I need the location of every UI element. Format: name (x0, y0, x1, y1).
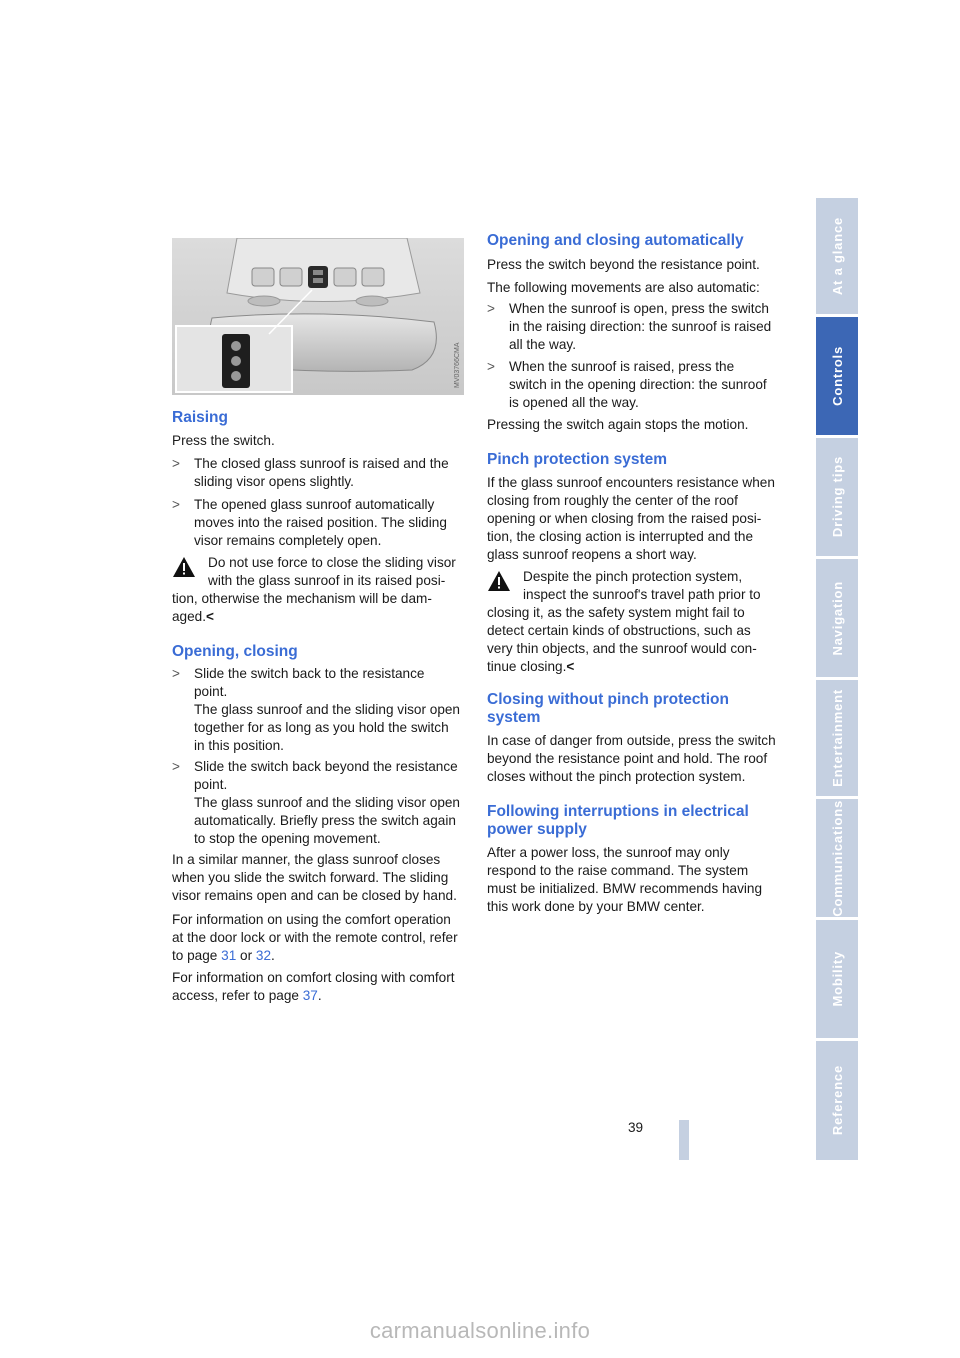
raising-intro: Press the switch. (172, 433, 275, 448)
text-line: The glass sunroof and the sliding visor open (194, 702, 460, 717)
heading-line: Closing without pinch protection (487, 691, 729, 708)
text-line: access, refer to page (172, 988, 303, 1003)
text-line: at the door lock or with the remote control, refer (172, 930, 458, 945)
bullet-mark: > (172, 759, 180, 774)
text-line: Slide the switch back beyond the resistance (194, 759, 458, 774)
bullet-mark: > (487, 301, 495, 316)
bullet-mark: > (487, 359, 495, 374)
auto-heading: Opening and closing automatically (487, 232, 744, 249)
pinch-heading: Pinch protection system (487, 451, 668, 468)
tab-controls[interactable] (816, 317, 858, 435)
tab-label: Driving tips (829, 456, 845, 538)
paragraph (487, 844, 762, 916)
text-line: visor remains open and can be closed by hand. (172, 888, 457, 903)
raising-heading: Raising (172, 409, 228, 426)
text-line: with the glass sunroof in its raised posi- (208, 573, 446, 588)
warning-note (172, 554, 464, 626)
tab-label: At a glance (829, 216, 845, 296)
text-line: inspect the sunroof's travel path prior to (523, 587, 761, 602)
text-line: moves into the raised position. The sliding (194, 515, 447, 530)
bullet-mark: > (172, 456, 180, 471)
text-line: In case of danger from outside, press the switch (487, 733, 776, 748)
text-line: In a similar manner, the glass sunroof closes (172, 852, 441, 867)
text-line: or (236, 948, 256, 963)
tab-driving-tips[interactable] (816, 438, 858, 556)
sunroof-switch-illustration (172, 238, 464, 395)
text-line: point. (194, 777, 228, 792)
chapter-tabs (816, 198, 858, 1160)
text-line: respond to the raise command. The system (487, 863, 749, 878)
text-line: If the glass sunroof encounters resistance when (487, 475, 775, 490)
text-line: For information on using the comfort operation (172, 912, 451, 927)
paragraph (172, 911, 458, 965)
page-link-31[interactable]: 31 (221, 948, 237, 963)
paragraph (487, 732, 776, 786)
page-link-37[interactable]: 37 (302, 988, 318, 1003)
text-line: glass sunroof reopens a short way. (487, 547, 697, 562)
text-line: very thin objects, and the sunroof would con- (487, 641, 757, 656)
text-line: to page (172, 948, 222, 963)
text-line: opening or when closing from the raised posi- (487, 511, 762, 526)
text-line: . (271, 948, 275, 963)
text-line: is opened all the way. (509, 395, 639, 410)
text-line: Slide the switch back to the resistance (194, 666, 425, 681)
tab-reference[interactable] (816, 1041, 858, 1160)
bullet-mark: > (172, 497, 180, 512)
watermark: carmanualsonline.info (369, 1318, 591, 1343)
text-line: beyond the resistance point and hold. The roof (487, 751, 768, 766)
heading-line: Following interruptions in electrical (487, 803, 749, 820)
tab-label: Reference (829, 1065, 845, 1136)
tab-entertainment[interactable] (816, 680, 858, 796)
text-line: aged. (172, 609, 207, 624)
text-line: closing it, as the safety system might fail to (487, 605, 745, 620)
paragraph: Pressing the switch again stops the motion. (487, 417, 749, 432)
paragraph (172, 969, 455, 1005)
page-link-32[interactable]: 32 (255, 948, 272, 963)
tab-label: Navigation (829, 580, 845, 656)
text-line: closes without the pinch protection system. (487, 769, 746, 784)
text-line: point. (194, 684, 228, 699)
text-line: automatically. Briefly press the switch again (194, 813, 456, 828)
text-line: in the raising direction: the sunroof is raised (509, 319, 772, 334)
bullet-mark: > (172, 666, 180, 681)
text-line: After a power loss, the sunroof may only (487, 845, 730, 860)
text-line: when you slide the switch forward. The sliding (172, 870, 449, 885)
text-line: must be initialized. BMW recommends having (487, 881, 763, 896)
warning-triangle-icon (487, 570, 511, 592)
text-line: in this position. (194, 738, 284, 753)
text-line: tion, otherwise the mechanism will be dam- (172, 591, 432, 606)
end-mark: < (206, 609, 214, 624)
warning-note (487, 568, 779, 676)
text-line: detect certain kinds of obstructions, such as (487, 623, 751, 638)
text-line: all the way. (509, 337, 576, 352)
page-number: 39 (628, 1120, 644, 1135)
text-line: closing from roughly the center of the roof (487, 493, 738, 508)
text-line: together for as long as you hold the switch (194, 720, 449, 735)
opening-closing-heading: Opening, closing (172, 643, 298, 660)
tab-at-a-glance[interactable] (816, 198, 858, 314)
text-line: visor remains completely open. (194, 533, 382, 548)
tab-label: Entertainment (829, 689, 845, 787)
warning-triangle-icon (172, 556, 196, 578)
text-line: . (317, 988, 322, 1003)
paragraph: Press the switch beyond the resistance point. (487, 257, 760, 272)
text-line: When the sunroof is raised, press the (509, 359, 735, 374)
paragraph: The following movements are also automatic: (487, 280, 760, 295)
text-line: tion, the closing action is interrupted and the (487, 529, 754, 544)
figure-code: MV03766CMA (454, 342, 461, 388)
text-line: For information on comfort closing with comfort (172, 970, 455, 985)
text-line: tinue closing. (487, 659, 567, 674)
page-marker-bar (679, 1120, 689, 1160)
paragraph (172, 851, 457, 905)
tab-label: Mobility (829, 951, 845, 1007)
text-line: The closed glass sunroof is raised and the (194, 456, 449, 471)
text-line: Despite the pinch protection system, (523, 569, 743, 584)
paragraph (487, 474, 775, 564)
text-line: switch in the opening direction: the sunroof (509, 377, 767, 392)
text-line: When the sunroof is open, press the switch (509, 301, 769, 316)
text-line: The opened glass sunroof automatically (194, 497, 435, 512)
tab-communications[interactable] (816, 799, 858, 917)
text-line: sliding visor opens slightly. (194, 474, 354, 489)
tab-mobility[interactable] (816, 920, 858, 1038)
text-line: this work done by your BMW center. (487, 899, 705, 914)
tab-label: Controls (829, 346, 845, 406)
heading-line: power supply (487, 821, 587, 838)
text-line: The glass sunroof and the sliding visor open (194, 795, 460, 810)
tab-navigation[interactable] (816, 559, 858, 677)
end-mark: < (566, 659, 575, 674)
text-line: to stop the opening movement. (194, 831, 381, 846)
text-line: Do not use force to close the sliding visor (208, 555, 456, 570)
tab-label: Communications (829, 799, 845, 917)
without-pinch-heading (487, 691, 729, 727)
power-interruption-heading (487, 803, 749, 839)
heading-line: system (487, 709, 541, 726)
